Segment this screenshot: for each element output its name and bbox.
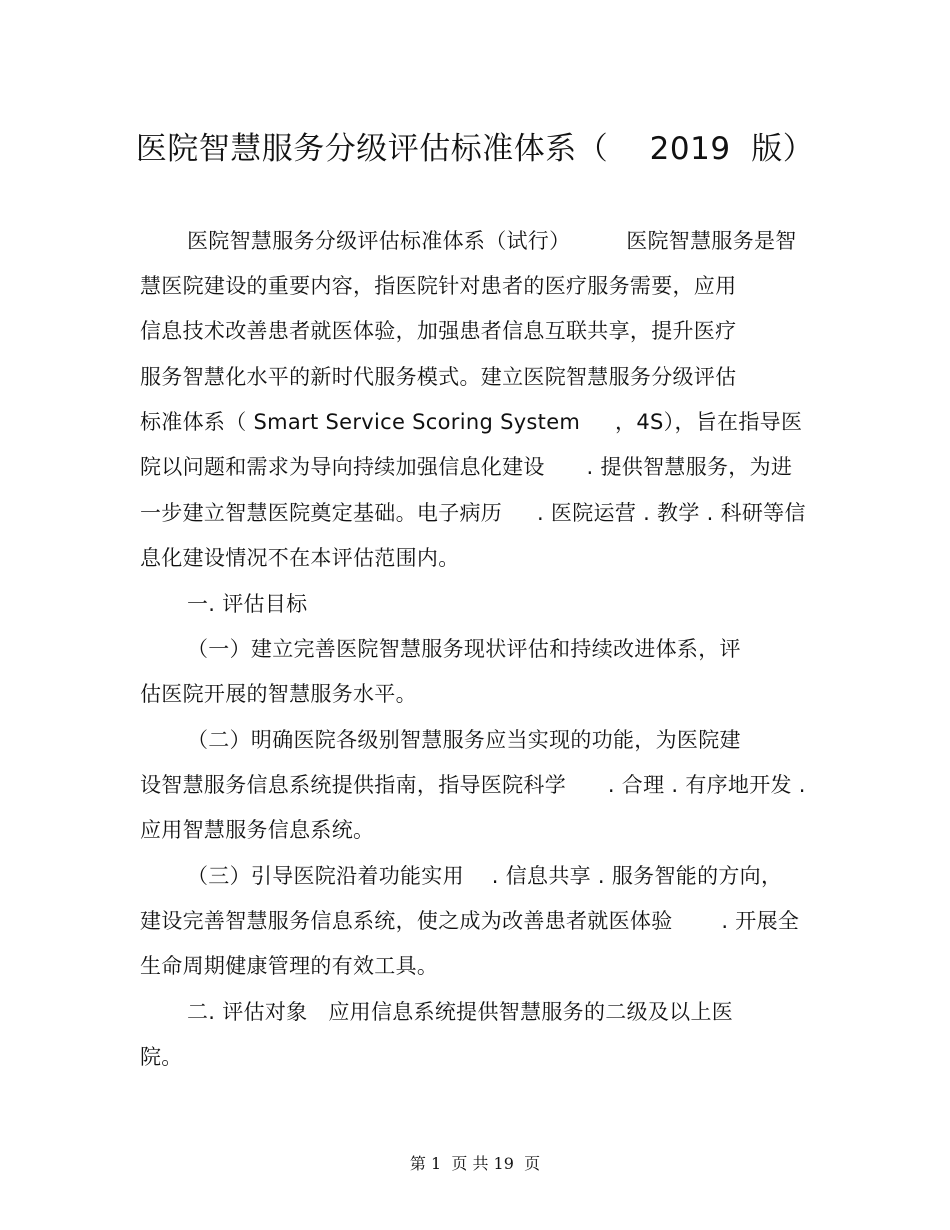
section-heading: 一. 评估目标 [187, 592, 308, 616]
body-line: （二）明确医院各级别智慧服务应当实现的功能，为医院建 [187, 728, 741, 752]
body-line: （一）建立完善医院智慧服务现状评估和持续改进体系，评 [187, 637, 741, 661]
body-line: 院。 [140, 1045, 183, 1069]
body-line: 信息技术改善患者就医体验，加强患者信息互联共享，提升医疗 [140, 319, 737, 343]
body-line: 服务智慧化水平的新时代服务模式。建立医院智慧服务分级评估 [140, 365, 737, 389]
body-line: 设智慧服务信息系统提供指南，指导医院科学 . 合理 . 有序地开发 . [140, 773, 806, 797]
body-line: 慧医院建设的重要内容，指医院针对患者的医疗服务需要，应用 [140, 274, 737, 298]
body-line: 院以问题和需求为导向持续加强信息化建设 . 提供智慧服务，为进 [140, 455, 793, 479]
body-line: （三）引导医院沿着功能实用 . 信息共享 . 服务智能的方向， [187, 864, 783, 888]
body-line: 生命周期健康管理的有效工具。 [140, 954, 439, 978]
document-title: 医院智慧服务分级评估标准体系（ 2019 版） [135, 131, 815, 167]
body-line: 估医院开展的智慧服务水平。 [140, 682, 417, 706]
page-number-footer: 第 1 页 共 19 页 [409, 1154, 541, 1173]
body-line: 一步建立智慧医院奠定基础。电子病历 . 医院运营 . 教学 . 科研等信 [140, 501, 806, 525]
body-line: 应用智慧服务信息系统。 [140, 818, 375, 842]
body-line: 息化建设情况不在本评估范围内。 [140, 546, 460, 570]
body-line: 建设完善智慧服务信息系统，使之成为改善患者就医体验 . 开展全 [140, 909, 800, 933]
section-heading: 二. 评估对象 应用信息系统提供智慧服务的二级及以上医 [187, 1000, 734, 1024]
body-line: 标准体系（ Smart Service Scoring System ，4S），旨在指导医 [140, 410, 803, 434]
body-line: 医院智慧服务分级评估标准体系（试行） 医院智慧服务是智 [187, 229, 797, 253]
